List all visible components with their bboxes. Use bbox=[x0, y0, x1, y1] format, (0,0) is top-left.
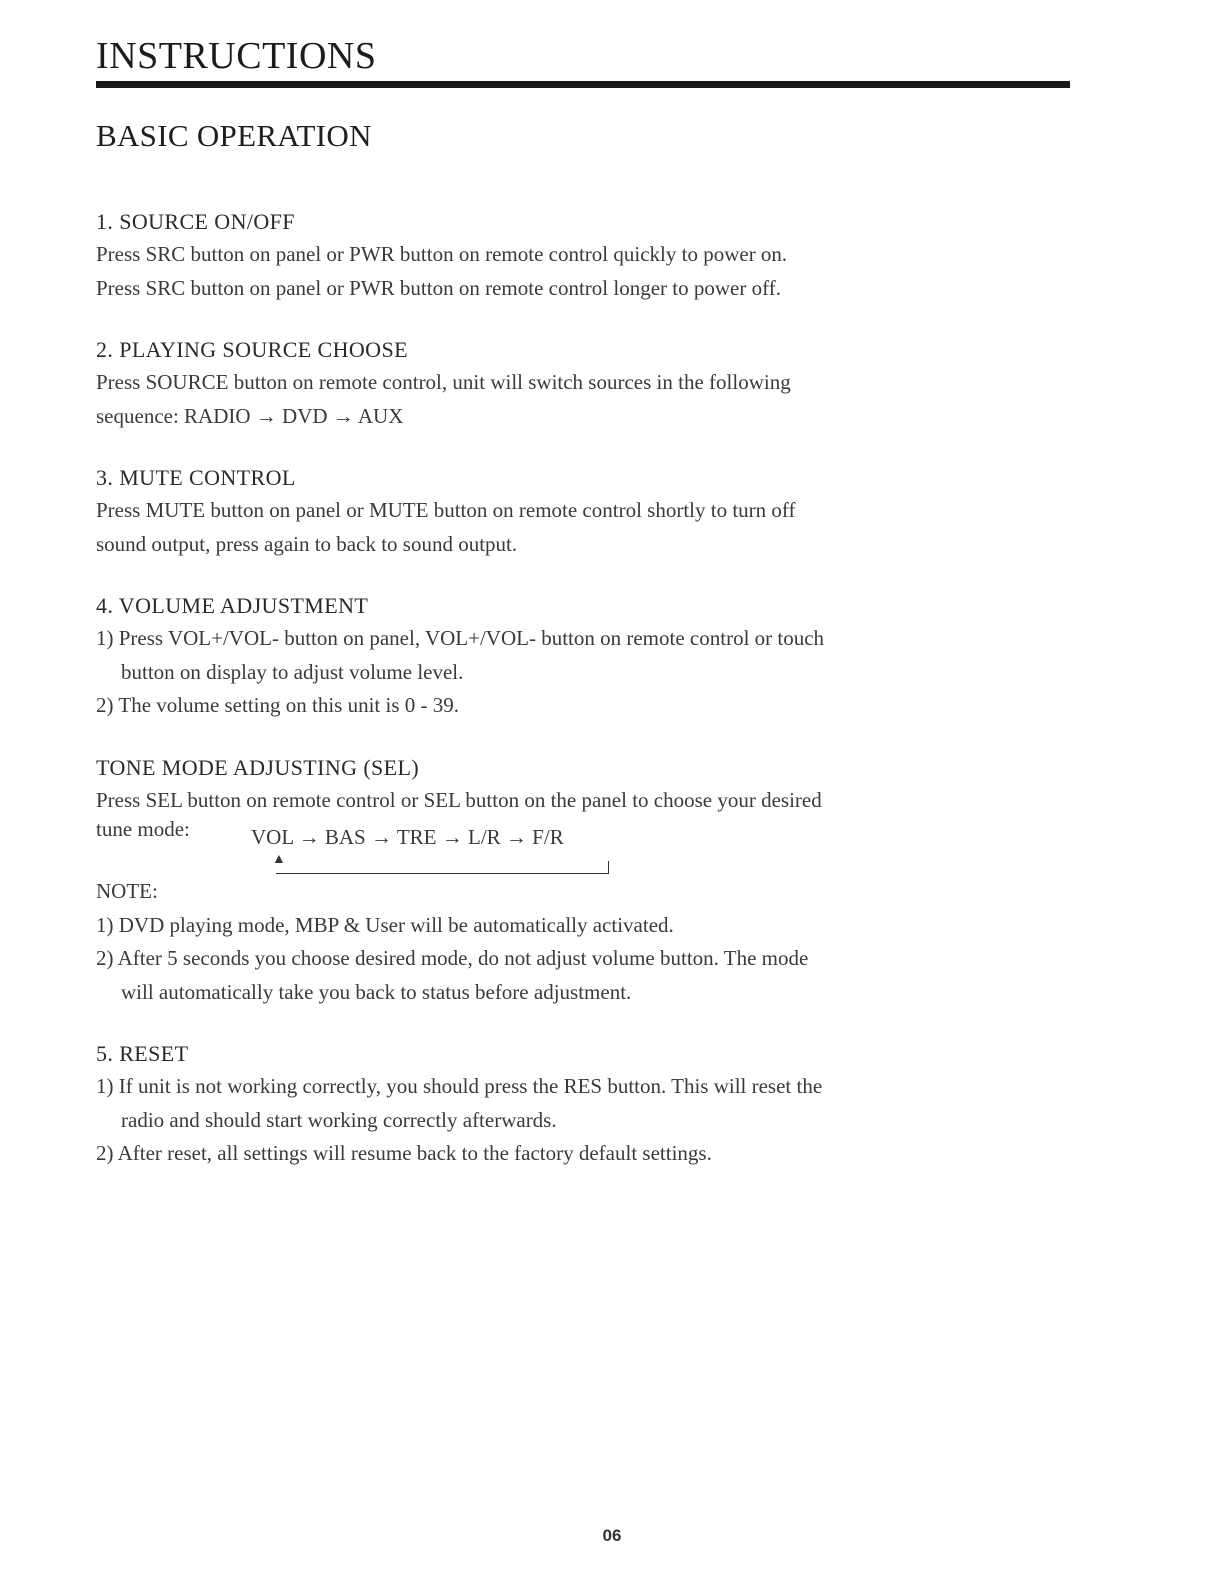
page-number: 06 bbox=[602, 1526, 622, 1545]
content bbox=[96, 205, 1046, 1199]
list-text: After reset, all settings will resume back to the factory default settings. bbox=[117, 1141, 712, 1165]
mute-heading: 3. MUTE CONTROL bbox=[96, 465, 296, 490]
source-onoff-line: Press SRC button on panel or PWR button on remote control longer to power off. bbox=[96, 275, 781, 300]
source-onoff-line: Press SRC button on panel or PWR button on remote control quickly to power on. bbox=[96, 242, 788, 266]
list-text-continued: will automatically take you back to status before adjustment. bbox=[121, 979, 632, 1004]
list-number: 2) bbox=[96, 946, 118, 970]
list-text: Press VOL+/VOL- button on panel, VOL+/VOL- button on remote control or touch bbox=[118, 626, 825, 650]
tone-sequence: VOL → BAS → TRE → L/R → F/R bbox=[251, 825, 564, 849]
arrow-up-icon: ▲ bbox=[272, 852, 286, 867]
list-text-continued: radio and should start working correctly afterwards. bbox=[121, 1107, 557, 1132]
list-text-continued: button on display to adjust volume level. bbox=[121, 659, 464, 684]
list-item bbox=[96, 909, 1046, 943]
list-number: 1) bbox=[96, 1074, 119, 1098]
list-item bbox=[96, 942, 1046, 1009]
section-title: BASIC OPERATION bbox=[96, 118, 372, 153]
page-header bbox=[96, 36, 1070, 88]
mute-line: Press MUTE button on panel or MUTE button on remote control shortly to turn off bbox=[96, 498, 796, 522]
tone-block bbox=[96, 751, 1046, 1010]
playing-source-heading: 2. PLAYING SOURCE CHOOSE bbox=[96, 337, 408, 362]
tone-line: Press SEL button on remote control or SEL button on the panel to choose your desired bbox=[96, 787, 822, 812]
list-text: After 5 seconds you choose desired mode, do not adjust volume button. The mode bbox=[117, 946, 809, 970]
page-title: INSTRUCTIONS bbox=[96, 35, 377, 77]
volume-heading: 4. VOLUME ADJUSTMENT bbox=[96, 593, 369, 618]
list-item bbox=[96, 622, 1046, 689]
mute-line: sound output, press again to back to sound output. bbox=[96, 531, 518, 556]
playing-source-line: sequence: RADIO → DVD → AUX bbox=[96, 403, 404, 428]
list-item bbox=[96, 1137, 1046, 1171]
source-onoff-heading: 1. SOURCE ON/OFF bbox=[96, 209, 295, 234]
reset-heading: 5. RESET bbox=[96, 1041, 189, 1066]
reset-block bbox=[96, 1037, 1046, 1171]
list-number: 2) bbox=[96, 693, 119, 717]
list-text: DVD playing mode, MBP & User will be automatically activated. bbox=[118, 912, 674, 937]
list-item bbox=[96, 1070, 1046, 1137]
loop-back-line bbox=[276, 861, 609, 874]
list-number: 1) bbox=[96, 912, 119, 937]
playing-source-line: Press SOURCE button on remote control, unit will switch sources in the following bbox=[96, 370, 791, 394]
note-label: NOTE: bbox=[96, 879, 158, 903]
list-text: The volume setting on this unit is 0 - 39. bbox=[118, 693, 460, 717]
tone-label: tune mode: bbox=[96, 817, 190, 841]
volume-block bbox=[96, 589, 1046, 723]
tone-sequence-row bbox=[96, 817, 1046, 875]
source-onoff-block bbox=[96, 205, 1046, 305]
title-rule bbox=[96, 81, 1070, 88]
list-text: If unit is not working correctly, you should press the RES button. This will reset the bbox=[118, 1074, 823, 1098]
list-number: 2) bbox=[96, 1141, 118, 1165]
mute-block bbox=[96, 461, 1046, 561]
list-number: 1) bbox=[96, 626, 119, 650]
list-item bbox=[96, 689, 1046, 723]
playing-source-block bbox=[96, 333, 1046, 433]
tone-heading: TONE MODE ADJUSTING (SEL) bbox=[96, 754, 420, 780]
